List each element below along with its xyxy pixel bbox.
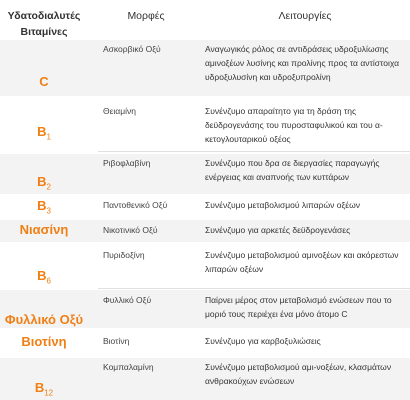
vitamin-name: C (39, 74, 49, 89)
vitamin-function: Παίρνει μέρος στον μεταβολισμό ενώσεων που το μοριό τους περιέχει ένα μόνο άτομο C (205, 295, 392, 319)
vitamin-form: Παντοθενικό Οξύ (103, 200, 168, 210)
row-divider (98, 288, 410, 289)
vitamin-form: Ασκορβικό Οξύ (103, 44, 161, 54)
table-row (0, 358, 410, 400)
vitamin-form: Βιοτίνη (103, 336, 130, 346)
table-row (0, 196, 410, 218)
header-functions: Λειτουργίες (278, 10, 332, 22)
header-forms: Μορφές (127, 10, 165, 22)
table-row (0, 246, 410, 286)
vitamin-name: $B_{12}$ (34, 380, 54, 398)
table-row (0, 40, 410, 96)
vitamin-form: Φυλλικό Οξύ (103, 295, 152, 305)
vitamin-form: Πυριδοξίνη (103, 250, 145, 260)
table-row (0, 290, 410, 328)
vitamin-form: Ριβοφλαβίνη (103, 158, 151, 168)
row-divider (98, 151, 410, 152)
vitamin-function: Συνένζυμο μεταβολισμού αμινοξέων και ακόρεστων λιπαρών οξέων (205, 250, 399, 274)
vitamin-name: $B_6$ (37, 268, 51, 286)
header-vitamins: Υδατοδιαλυτές Βιταμίνες (7, 10, 81, 38)
table-row (0, 102, 410, 150)
vitamin-name: $B_3$ (37, 198, 51, 216)
vitamin-function: Συνένζυμο μεταβολισμού λιπαρών οξέων (205, 200, 360, 210)
vitamin-function: Συνένζυμο που δρα σε διεργασίες παραγωγής ενέργειας και αναπνοής των κυττάρων (205, 158, 380, 182)
vitamin-function: Συνένζυμο μεταβολισμού αμι-νοξέων, κλασμάτων ανθρακούχων ενώσεων (205, 362, 392, 386)
vitamin-function: Αναγωγικός ρόλος σε αντιδράσεις υδροξυλίωσης αμινοξέων λυσίνης και προλίνης προς τα αντίστοιχα υδροξυλυσίνη και υδροξυπρολίνη (205, 44, 399, 82)
table-row (0, 330, 410, 354)
table-row (0, 154, 410, 194)
vitamin-function: Συνένζυμο απαραίτητο για τη δράση της δεϋδρογενάσης του πυροσταφυλικού και του α-κετογλουταρικού οξέος (205, 106, 383, 144)
vitamin-name: $B_1$ (37, 124, 51, 142)
vitamin-name: Νιασίνη (19, 222, 69, 237)
vitamin-name: Βιοτίνη (21, 334, 67, 349)
vitamin-form: Κομπαλαμίνη (103, 362, 154, 372)
vitamin-name: Φυλλικό Οξύ (4, 312, 84, 327)
vitamin-form: Θειαμίνη (103, 106, 136, 116)
vitamin-name: $B_2$ (37, 174, 51, 192)
vitamin-function: Συνένζυμο για καρβοξυλιώσεις (205, 336, 321, 346)
table-row (0, 220, 410, 242)
vitamin-function: Συνένζυμο για αρκετές δεϋδρογενάσες (205, 225, 351, 235)
vitamin-form: Νικοτινικό Οξύ (103, 225, 158, 235)
